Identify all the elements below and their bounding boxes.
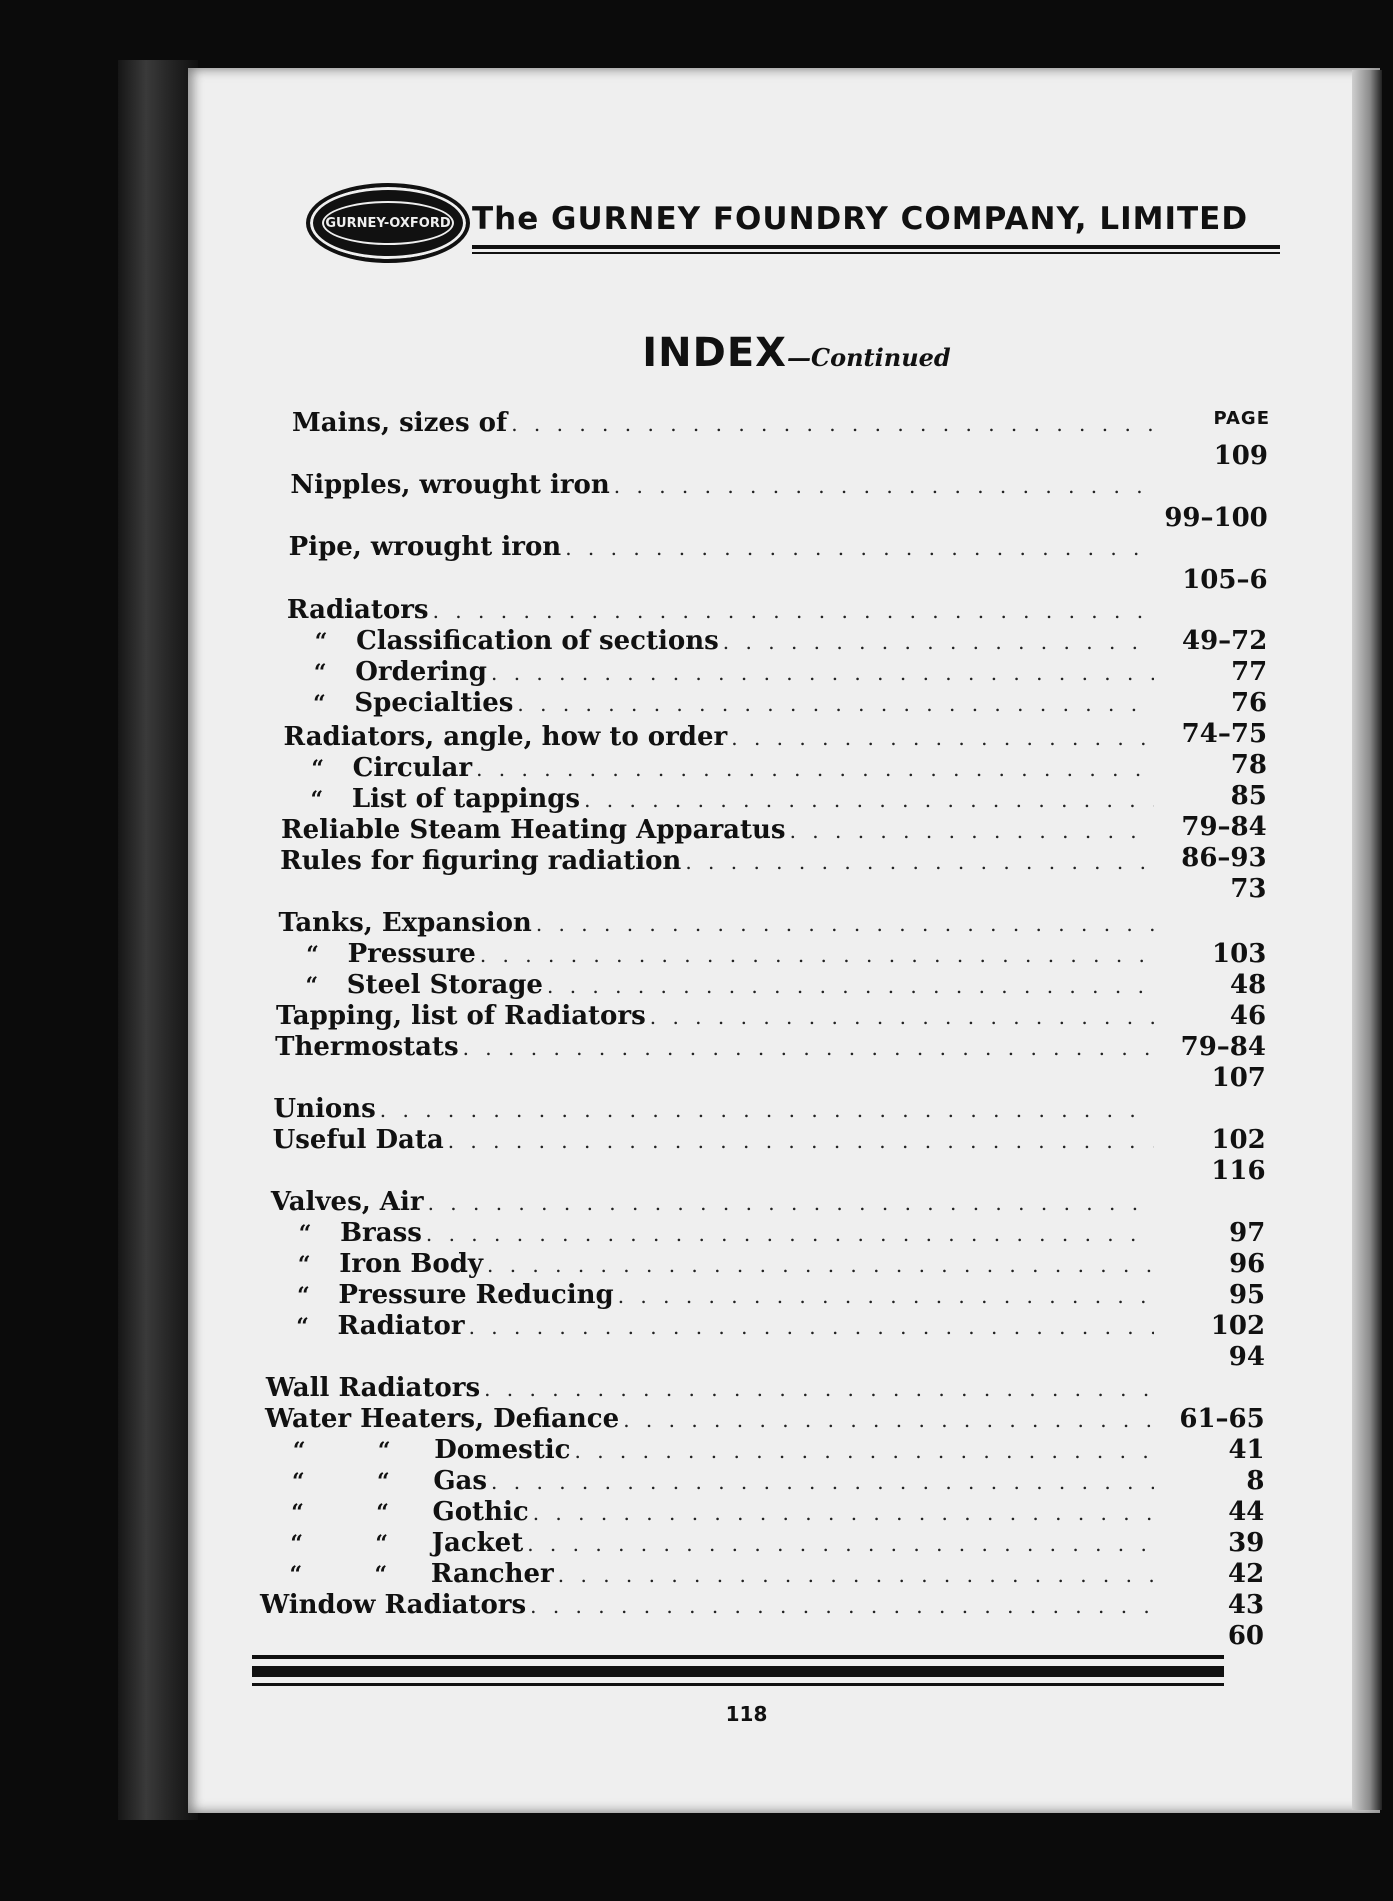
leader-dots: [527, 1532, 1154, 1556]
index-entry: [280, 846, 1158, 878]
index-entry: [276, 1001, 1158, 1033]
entry-label: Radiators, angle, how to order: [283, 722, 728, 752]
entry-label: Water Heaters, Defiance: [265, 1404, 620, 1434]
leader-dots: [536, 912, 1154, 936]
ditto-mark: “: [313, 660, 327, 686]
index-entry: [265, 1404, 1158, 1436]
index-entry: [283, 722, 1158, 754]
leader-dots: [511, 412, 1154, 436]
ditto-mark-2: “: [376, 1500, 389, 1526]
entry-label: Pressure Reducing: [338, 1280, 614, 1310]
entry-label: Window Radiators: [260, 1590, 527, 1620]
leader-dots: [426, 1222, 1154, 1246]
index-entry: [290, 470, 1158, 502]
entry-page: 105–6: [1182, 565, 1268, 595]
ditto-mark: “: [311, 756, 324, 782]
entry-page: 85: [1230, 781, 1267, 811]
entry-page: 79–84: [1181, 812, 1267, 842]
entry-page: 8: [1246, 1466, 1265, 1496]
entry-page: 116: [1211, 1156, 1266, 1186]
entry-label: Rancher: [430, 1559, 554, 1589]
entry-label: Useful Data: [272, 1125, 444, 1155]
entry-page: 42: [1228, 1559, 1265, 1589]
entry-page: 74–75: [1181, 719, 1268, 749]
leader-dots: [469, 1315, 1154, 1339]
entry-page: 102: [1211, 1125, 1266, 1155]
leader-dots: [558, 1563, 1154, 1587]
entry-label: Iron Body: [339, 1249, 483, 1279]
index-entry: [268, 1311, 1158, 1343]
entry-label: Gothic: [432, 1497, 529, 1527]
title-main: INDEX: [642, 330, 787, 376]
entry-label: Ordering: [355, 657, 487, 687]
entry-page: 103: [1212, 939, 1267, 969]
entry-label: Radiators: [286, 595, 429, 625]
entry-page: 78: [1230, 750, 1267, 780]
index-entry: [270, 1218, 1158, 1250]
index-entry: [278, 939, 1158, 971]
ditto-mark-2: “: [375, 1531, 388, 1557]
index-entry: [261, 1559, 1158, 1591]
ditto-mark: “: [289, 1562, 303, 1588]
ditto-mark: “: [314, 629, 328, 655]
entry-page: 39: [1228, 1528, 1265, 1558]
index-entry: [281, 815, 1158, 847]
index-entry: [286, 626, 1158, 658]
entry-label: Jacket: [431, 1528, 524, 1558]
entry-label: Specialties: [354, 688, 514, 718]
entry-label: Brass: [340, 1218, 422, 1248]
entry-label: Rules for figuring radiation: [280, 846, 682, 876]
leader-dots: [428, 1191, 1154, 1215]
entry-label: Wall Radiators: [265, 1373, 481, 1403]
entry-page: 94: [1228, 1342, 1265, 1372]
entry-page: 61–65: [1179, 1404, 1265, 1434]
entry-page: 102: [1210, 1311, 1266, 1341]
entry-label: Unions: [273, 1094, 376, 1124]
leader-dots: [448, 1129, 1154, 1153]
leader-dots: [650, 1005, 1154, 1029]
ditto-mark: “: [292, 1469, 305, 1495]
leader-dots: [487, 1253, 1154, 1277]
ditto-mark: “: [313, 691, 326, 717]
index-entry: [275, 1032, 1158, 1064]
leader-dots: [723, 630, 1154, 654]
ditto-mark: “: [297, 1252, 311, 1278]
entry-page: 76: [1230, 688, 1268, 718]
index-entry: [268, 1280, 1158, 1312]
entry-label: Circular: [352, 753, 473, 783]
leader-dots: [476, 757, 1154, 781]
ditto-mark: “: [298, 1221, 312, 1247]
index-entry: [277, 970, 1158, 1002]
leader-dots: [491, 1470, 1154, 1494]
index-entry: [287, 595, 1158, 627]
footer-rule-thick: [252, 1666, 1224, 1677]
entry-label: Tanks, Expansion: [278, 908, 532, 938]
ditto-mark-2: “: [377, 1469, 390, 1495]
entry-page: 41: [1228, 1435, 1265, 1465]
index-entry: [273, 1125, 1158, 1157]
ditto-mark: “: [290, 1531, 303, 1557]
entry-page: 43: [1227, 1590, 1265, 1620]
leader-dots: [565, 536, 1154, 560]
entry-page: 46: [1229, 1001, 1267, 1031]
index-entry: [282, 784, 1158, 816]
entry-label: Thermostats: [275, 1032, 459, 1062]
index-entry: [264, 1435, 1158, 1467]
ditto-mark: “: [306, 942, 319, 968]
leader-dots: [517, 692, 1154, 716]
entry-page: 99–100: [1164, 503, 1268, 533]
leader-dots: [547, 974, 1154, 998]
entry-page: 49–72: [1181, 626, 1268, 656]
entry-label: Valves, Air: [270, 1187, 424, 1217]
entry-label: List of tappings: [351, 784, 581, 814]
entry-page: 97: [1229, 1218, 1266, 1248]
footer-rule-thin: [252, 1683, 1224, 1686]
leader-dots: [484, 1377, 1154, 1401]
index-entry: [284, 688, 1158, 720]
ditto-mark: “: [296, 1314, 309, 1340]
entry-page: 48: [1230, 970, 1267, 1000]
leader-dots: [480, 943, 1154, 967]
entry-label: Gas: [433, 1466, 488, 1496]
ditto-mark: “: [292, 1438, 306, 1464]
ditto-mark: “: [310, 787, 324, 813]
ditto-mark: “: [297, 1283, 310, 1309]
entry-page: 77: [1231, 657, 1268, 687]
index-entry: [271, 1187, 1158, 1219]
title-sub: —Continued: [787, 343, 951, 372]
entry-label: Radiator: [337, 1311, 465, 1341]
index-entry: [289, 532, 1158, 564]
entry-label: Mains, sizes of: [292, 408, 508, 438]
index-entry: [278, 908, 1158, 940]
index-entry: [263, 1497, 1158, 1529]
ditto-mark-2: “: [377, 1438, 391, 1464]
entry-page: 96: [1229, 1249, 1266, 1279]
leader-dots: [433, 599, 1154, 623]
index-entry: [283, 753, 1158, 785]
index-entry: [285, 657, 1158, 689]
index-entry: [260, 1590, 1158, 1622]
entry-label: Pressure: [347, 939, 476, 969]
leader-dots: [618, 1284, 1154, 1308]
logo-text: GURNEY-OXFORD: [325, 215, 451, 231]
page-column-label: PAGE: [1213, 408, 1270, 429]
entry-label: Nipples, wrought iron: [290, 470, 610, 500]
entry-label: Tapping, list of Radiators: [275, 1001, 646, 1031]
entry-page: 44: [1228, 1497, 1265, 1527]
index-entry: [263, 1466, 1158, 1498]
page-number: 118: [725, 1702, 768, 1726]
leader-dots: [574, 1439, 1154, 1463]
entry-label: Domestic: [434, 1435, 571, 1465]
entry-page: 79–84: [1180, 1032, 1266, 1062]
entry-label: Reliable Steam Heating Apparatus: [280, 815, 786, 845]
company-name: The GURNEY FOUNDRY COMPANY, LIMITED: [472, 201, 1249, 237]
leader-dots: [685, 850, 1154, 874]
leader-dots: [584, 788, 1154, 812]
ditto-mark-2: “: [374, 1562, 388, 1588]
entry-label: Pipe, wrought iron: [288, 532, 562, 562]
entry-page: 109: [1213, 441, 1268, 471]
leader-dots: [491, 661, 1154, 685]
entry-label: Classification of sections: [356, 626, 719, 656]
entry-page: 107: [1211, 1063, 1266, 1093]
leader-dots: [623, 1408, 1154, 1432]
ditto-mark: “: [305, 973, 319, 999]
leader-dots: [614, 474, 1154, 498]
index-entry: [266, 1373, 1158, 1405]
leader-dots: [790, 819, 1154, 843]
leader-dots: [463, 1036, 1154, 1060]
leader-dots: [533, 1501, 1154, 1525]
leader-dots: [380, 1098, 1154, 1122]
ditto-mark: “: [291, 1500, 304, 1526]
leader-dots: [530, 1594, 1154, 1618]
index-entry: [262, 1528, 1158, 1560]
index-entry: [273, 1094, 1158, 1126]
entry-page: 60: [1227, 1621, 1264, 1651]
index-entry: [269, 1249, 1158, 1281]
entry-page: 73: [1230, 874, 1267, 904]
entry-label: Steel Storage: [346, 970, 543, 1000]
entry-page: 95: [1228, 1280, 1266, 1310]
leader-dots: [731, 726, 1154, 750]
index-entry: [292, 408, 1158, 440]
entry-page: 86–93: [1181, 843, 1267, 873]
footer-rule: [252, 1655, 1224, 1659]
